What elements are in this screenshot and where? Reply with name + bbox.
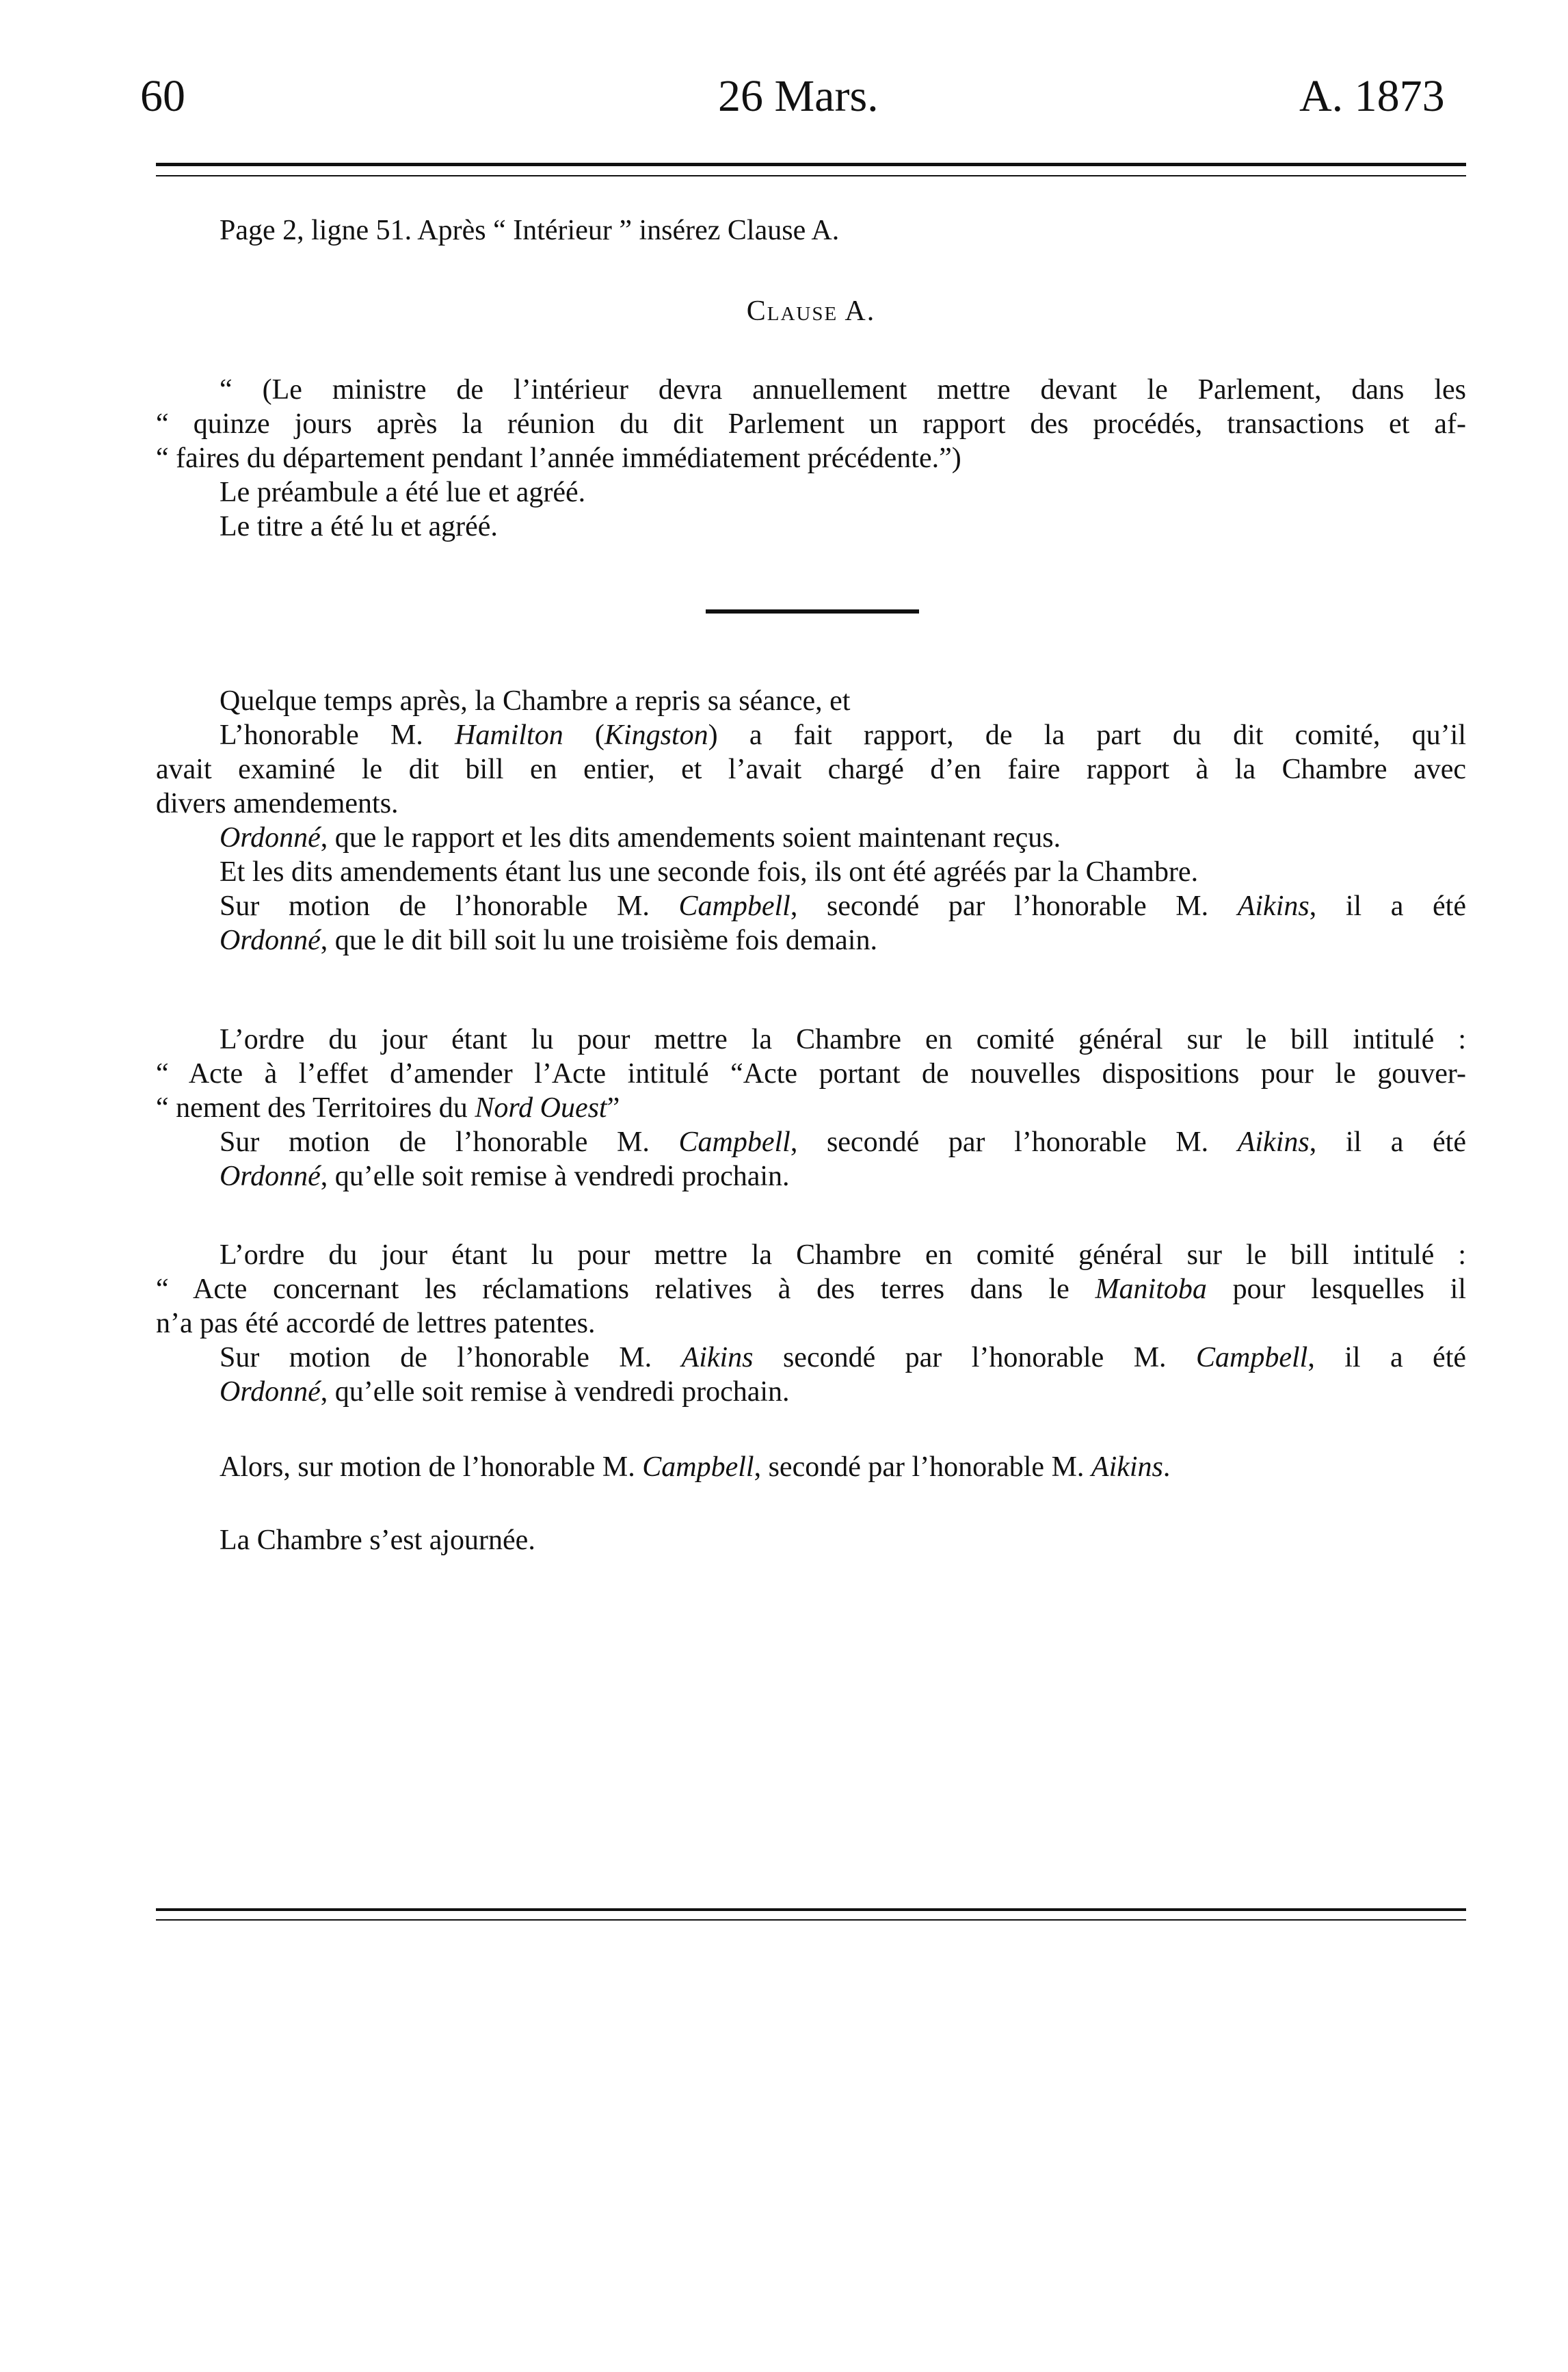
page-reference-line: Page 2, ligne 51. Après “ Intérieur ” insérez Clause A.: [220, 215, 840, 246]
section-divider: [706, 609, 919, 614]
report-line: avait examiné le dit bill en entier, et l’avait chargé d’en faire rapport à la Chambre avec: [156, 754, 1466, 785]
order-line: L’ordre du jour étant lu pour mettre la Chambre en comité général sur le bill intitulé :: [220, 1239, 1466, 1271]
page-number: 60: [140, 71, 185, 121]
footer-rule-thin: [156, 1919, 1466, 1921]
closing-motion: [156, 1450, 1466, 1484]
riding-name: Kingston: [604, 720, 708, 751]
order-line: Sur motion de l’honorable M. Aikins secondé par l’honorable M. Campbell, il a été: [220, 1342, 1467, 1373]
clause-line: “ faires du département pendant l’année immédiatement précédente.”): [156, 443, 961, 474]
amendment-block: [156, 213, 1466, 248]
clause-line: “ quinze jours après la réunion du dit Parlement un rapport des procédés, transactions et af-: [156, 408, 1466, 440]
preamble-line: Le préambule a été lue et agréé.: [220, 477, 586, 508]
title-line: Le titre a été lu et agréé.: [220, 511, 498, 542]
closing-line: Alors, sur motion de l’honorable M. Campbell, secondé par l’honorable M. Aikins.: [220, 1451, 1171, 1483]
report-line: Et les dits amendements étant lus une seconde fois, ils ont été agréés par la Chambre.: [220, 856, 1199, 888]
member-name: Hamilton: [455, 720, 563, 751]
clause-text: [156, 373, 1466, 544]
clause-title: Clause A.: [746, 295, 876, 327]
order-line: Sur motion de l’honorable M. Campbell, secondé par l’honorable M. Aikins, il a été: [220, 1126, 1466, 1158]
header-rule-thick: [156, 163, 1466, 166]
report-paragraph: [156, 684, 1466, 958]
page-date: 26 Mars.: [718, 71, 879, 121]
order-line: Ordonné, qu’elle soit remise à vendredi prochain.: [220, 1161, 790, 1192]
adjournment-line: La Chambre s’est ajournée.: [220, 1525, 535, 1556]
report-line: Ordonné, que le dit bill soit lu une troisième fois demain.: [220, 925, 877, 956]
order-line: n’a pas été accordé de lettres patentes.: [156, 1308, 596, 1339]
report-line: L’honorable M. Hamilton (Kingston) a fait rapport, de la part du dit comité, qu’il: [220, 720, 1466, 751]
order-line: “ nement des Territoires du Nord Ouest”: [156, 1092, 620, 1124]
report-line: Quelque temps après, la Chambre a repris sa séance, et: [220, 685, 851, 717]
report-line: Ordonné, que le rapport et les dits amendements soient maintenant reçus.: [220, 822, 1061, 854]
report-line: Sur motion de l’honorable M. Campbell, secondé par l’honorable M. Aikins, il a été: [220, 891, 1466, 922]
clause-line: “ (Le ministre de l’intérieur devra annuellement mettre devant le Parlement, dans les: [220, 374, 1466, 406]
footer-rule-thick: [156, 1908, 1466, 1911]
report-line: divers amendements.: [156, 788, 399, 819]
order-line: Ordonné, qu’elle soit remise à vendredi prochain.: [220, 1376, 790, 1408]
order-line: L’ordre du jour étant lu pour mettre la Chambre en comité général sur le bill intitulé :: [220, 1024, 1466, 1055]
order-paragraph-2: [156, 1238, 1466, 1409]
order-line: “ Acte concernant les réclamations relatives à des terres dans le Manitoba pour lesquelles il: [156, 1274, 1467, 1305]
page-year: A. 1873: [1299, 71, 1445, 121]
adjournment: [156, 1523, 1466, 1557]
order-paragraph-1: [156, 1023, 1466, 1194]
header-rule-thin: [156, 175, 1466, 176]
order-line: “ Acte à l’effet d’amender l’Acte intitulé “Acte portant de nouvelles dispositions pour le gouver-: [156, 1058, 1466, 1090]
ordered-word: Ordonné: [220, 822, 321, 854]
